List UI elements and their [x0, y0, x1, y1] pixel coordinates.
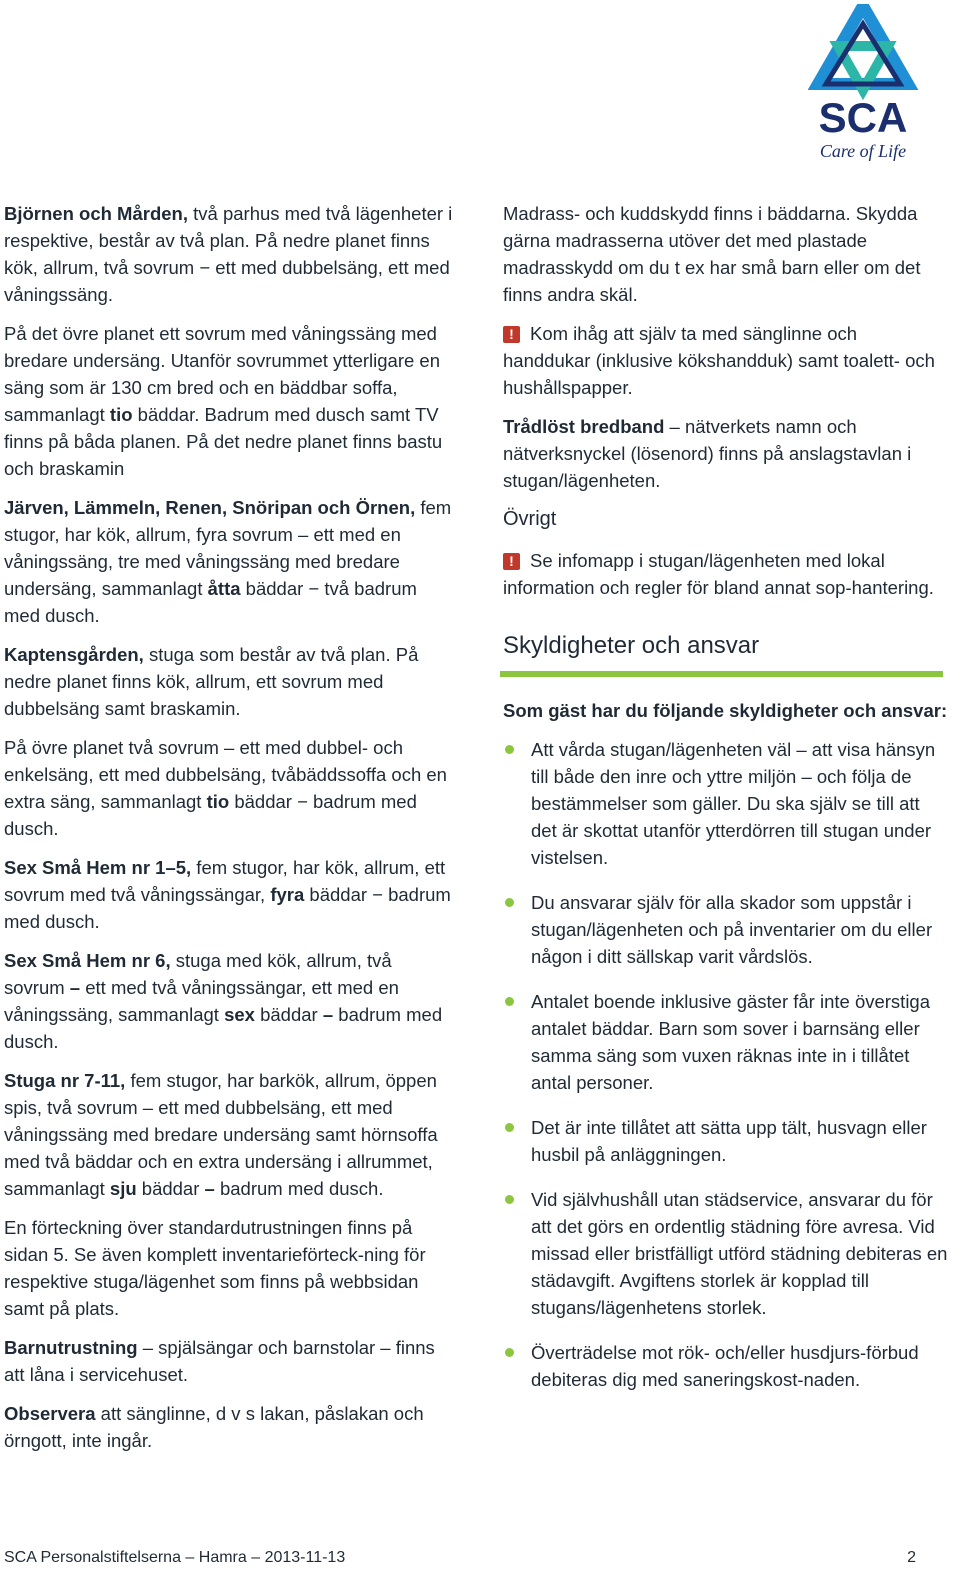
left-paragraph [4, 641, 454, 722]
bold-text: Sex Små Hem nr 6, [4, 950, 171, 971]
list-item [503, 889, 948, 970]
left-paragraph [4, 320, 454, 482]
left-paragraph [4, 1067, 454, 1202]
logo-text: SCA [818, 94, 908, 141]
bold-text: Kaptensgården, [4, 644, 144, 665]
left-paragraph [4, 947, 454, 1055]
list-item [503, 1186, 948, 1321]
section-title-skyldigheter: Skyldigheter och ansvar [503, 632, 760, 659]
warning-icon: ! [503, 326, 520, 343]
bold-text: – [204, 1178, 215, 1199]
body-text: stuga som består av två plan. På nedre planet finns kök, allrum, ett sovrum med dubbelsäng samt braskamin. [4, 644, 419, 719]
bold-text: – [69, 977, 81, 998]
bold-text: sju [109, 1178, 137, 1199]
bullet-dot-icon [505, 1123, 514, 1132]
left-paragraph [4, 1214, 454, 1322]
body-text: ett med två våningssängar, ett med en våningssäng, sammanlagt [4, 977, 399, 1025]
paragraph-bredband [503, 413, 948, 494]
sca-logo [808, 4, 918, 164]
bredband-text: – nätverkets namn och nätverksnyckel (lösenord) finns på anslagstavlan i stugan/lägenheten. [503, 416, 912, 491]
body-text: En förteckning över standardutrustningen finns på sidan 5. Se även komplett inventarieförteck-ning för respektive stuga/lägenhet som finns på webbsidan samt på plats. [4, 1217, 426, 1319]
page-number: 2 [907, 1549, 916, 1566]
sub-heading: Som gäst har du följande skyldigheter och ansvar: [503, 700, 948, 721]
list-item [503, 1114, 948, 1168]
left-column [4, 200, 454, 1466]
bullet-dot-icon [505, 997, 514, 1006]
left-paragraph [4, 1400, 454, 1454]
bullet-dot-icon [505, 1195, 514, 1204]
body-text: bäddar [254, 1004, 323, 1025]
bredband-label: Trådlöst bredband [503, 416, 665, 437]
body-text: bäddar − två badrum med dusch. [4, 578, 417, 626]
bold-text: Barnutrustning [4, 1337, 138, 1358]
body-text: bäddar. Badrum med dusch samt TV finns på båda planen. På det nedre planet finns bastu och braskamin [4, 404, 443, 479]
left-paragraph [4, 734, 454, 842]
bold-text: Stuga nr 7-11, [4, 1070, 126, 1091]
body-text: bäddar − badrum med dusch. [4, 791, 417, 839]
body-text: stuga med kök, allrum, två sovrum [4, 950, 392, 998]
sca-logo-mark [808, 4, 918, 164]
body-text: bäddar − badrum med dusch. [4, 884, 451, 932]
warning-linens-text: Kom ihåg att själv ta med sänglinne och handdukar (inklusive kökshandduk) samt toalett- och hushållspapper. [503, 323, 935, 398]
body-text: fem stugor, har kök, allrum, ett sovrum med två våningssängar, [4, 857, 446, 905]
body-text: fem stugor, har kök, allrum, fyra sovrum – ett med en våningssäng, tre med våningssäng med bredare undersäng, sammanlagt [4, 497, 452, 599]
bold-text: Sex Små Hem nr 1–5, [4, 857, 192, 878]
left-paragraph [4, 494, 454, 629]
bold-text: Björnen och Mården, [4, 203, 188, 224]
body-text: badrum med dusch. [4, 1004, 443, 1052]
warning-icon: ! [503, 553, 520, 570]
body-text: att sänglinne, d v s lakan, påslakan och örngott, inte ingår. [4, 1403, 424, 1451]
list-item-text: Antalet boende inklusive gäster får inte överstiga antalet bäddar. Barn som sover i barnsäng eller samma säng som vuxen räknas inte in i tillåtet antal personer. [531, 991, 931, 1093]
body-text: bäddar [136, 1178, 205, 1199]
body-text: – spjälsängar och barnstolar – finns att låna i servicehuset. [4, 1337, 435, 1385]
body-text: badrum med dusch. [214, 1178, 384, 1199]
paragraph-madrass: Madrass- och kuddskydd finns i bäddarna. Skydda gärna madrasserna utöver det med plastade madrasskydd om du t ex har små barn eller om det finns andra skäl. [503, 203, 921, 305]
paragraph-warning-infomapp [503, 547, 948, 601]
paragraph-warning-linens [503, 320, 948, 401]
bullet-dot-icon [505, 1348, 514, 1357]
list-item-text: Vid självhushåll utan städservice, ansvarar du för att det görs en ordentlig städning före avresa. Vid missad eller bristfälligt utförd städning debiteras en städavgift. Avgiftens storlek är kopplad till stugans/lägenhetens storlek. [531, 1189, 948, 1318]
body-text: två parhus med två lägenheter i respektive, består av två plan. På nedre planet finns kök, allrum, två sovrum − ett med dubbelsäng, ett med våningssäng. [4, 203, 453, 305]
left-paragraph [4, 854, 454, 935]
bold-text: tio [109, 404, 133, 425]
body-text: På övre planet två sovrum – ett med dubbel- och enkelsäng, ett med dubbelsäng, tvåbäddssoffa och en extra säng, sammanlagt [4, 737, 447, 812]
left-paragraph [4, 200, 454, 308]
bold-text: åtta [207, 578, 241, 599]
body-text: På det övre planet ett sovrum med våningssäng med bredare undersäng. Utanför sovrummet ytterligare en säng som är 130 cm bred och en bäddbar soffa, sammanlagt [4, 323, 440, 425]
right-column [503, 200, 948, 1411]
obligations-list [503, 736, 948, 1393]
section-divider [500, 671, 943, 677]
footer-text: SCA Personalstiftelserna – Hamra – 2013-11-13 [4, 1549, 346, 1566]
logo-tagline: Care of Life [819, 141, 907, 161]
bold-text: – [322, 1004, 334, 1025]
list-item [503, 988, 948, 1096]
list-item-text: Du ansvarar själv för alla skador som uppstår i stugan/lägenheten och på inventarier om du eller någon i ditt sällskap varit vårdslös. [531, 892, 933, 967]
list-item [503, 736, 948, 871]
list-item-text: Överträdelse mot rök- och/eller husdjurs-förbud debiteras dig med saneringskost-naden. [531, 1342, 919, 1390]
list-item-text: Att vårda stugan/lägenheten väl – att visa hänsyn till både den inre och yttre miljön – och följa de bestämmelser som gäller. Du ska själv se till att det är skottat utanför ytterdörren till stugan under vistelsen. [531, 739, 936, 868]
bold-text: sex [224, 1004, 255, 1025]
heading-ovrigt: Övrigt [503, 508, 557, 530]
body-text: fem stugor, har barkök, allrum, öppen spis, två sovrum – ett med dubbelsäng, ett med våningssäng med bredare undersäng samt hörnsoffa med två bäddar och en extra undersäng i allrummet, sammanlagt [4, 1070, 438, 1199]
bold-text: tio [206, 791, 230, 812]
bold-text: Observera [4, 1403, 96, 1424]
bold-text: fyra [270, 884, 305, 905]
bullet-dot-icon [505, 898, 514, 907]
left-paragraph [4, 1334, 454, 1388]
bullet-dot-icon [505, 745, 514, 754]
list-item-text: Det är inte tillåtet att sätta upp tält, husvagn eller husbil på anläggningen. [531, 1117, 927, 1165]
list-item [503, 1339, 948, 1393]
bold-text: Järven, Lämmeln, Renen, Snöripan och Örnen, [4, 497, 416, 518]
warning-infomapp-text: Se infomapp i stugan/lägenheten med lokal information och regler för bland annat sop-hantering. [503, 550, 934, 598]
